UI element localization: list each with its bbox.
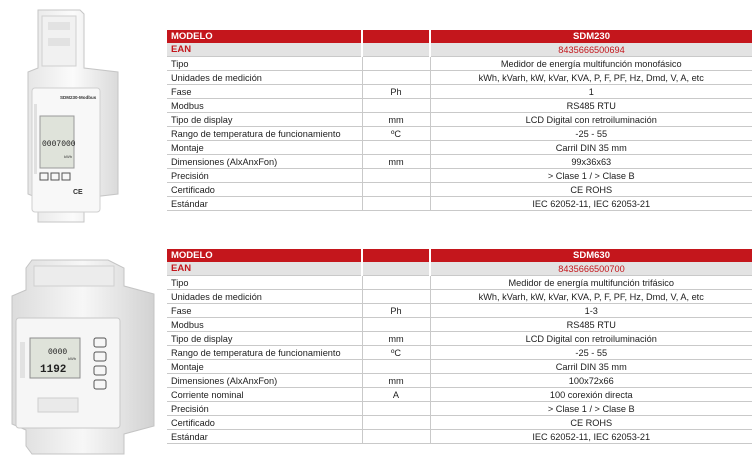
row-label: Corriente nominal [167,388,362,402]
row-label: Estándar [167,197,362,211]
meter-reading-bottom: 1192 [40,364,67,376]
row-unit: Ph [362,85,430,99]
sdm630-meter-image [8,258,158,458]
row-value: 100 corexión directa [430,388,752,402]
meter-brand-text: SDM230-Modbus [60,95,97,100]
ean-row [167,262,752,276]
row-value: IEC 62052-11, IEC 62053-21 [430,197,752,211]
row-label: Precisión [167,169,362,183]
row-value: IEC 62052-11, IEC 62053-21 [430,430,752,444]
table-row [167,127,752,141]
ean-value: 8435666500700 [430,262,752,276]
header-model-value: SDM230 [430,30,752,43]
spec-table-sdm630 [167,249,752,444]
header-model-label: MODELO [167,249,362,262]
row-unit [362,71,430,85]
row-value: > Clase 1 / > Clase B [430,169,752,183]
row-unit [362,402,430,416]
meter-label-plate [38,398,78,412]
row-unit: mm [362,113,430,127]
ean-label: EAN [167,43,362,57]
row-unit [362,57,430,71]
table-row [167,141,752,155]
header-unit-cell [362,249,430,262]
row-unit: mm [362,374,430,388]
meter-reading: 0007000 [42,140,76,149]
table-row [167,99,752,113]
table-row [167,85,752,99]
row-label: Tipo de display [167,332,362,346]
row-label: Modbus [167,99,362,113]
row-unit [362,141,430,155]
table-row [167,346,752,360]
table-row [167,402,752,416]
row-value: RS485 RTU [430,318,752,332]
row-unit: mm [362,332,430,346]
row-value: RS485 RTU [430,99,752,113]
header-unit-cell [362,30,430,43]
row-label: Montaje [167,141,362,155]
table-row [167,374,752,388]
row-value: LCD Digital con retroiluminación [430,113,752,127]
row-label: Tipo [167,276,362,290]
ce-mark: CE [73,189,83,196]
row-unit: mm [362,155,430,169]
table-row [167,113,752,127]
table-row [167,197,752,211]
row-label: Estándar [167,430,362,444]
table-row [167,71,752,85]
row-value: Carril DIN 35 mm [430,141,752,155]
table-header-row [167,249,752,262]
ean-label: EAN [167,262,362,276]
ean-unit-cell [362,43,430,57]
row-label: Rango de temperatura de funcionamiento [167,127,362,141]
row-label: Tipo de display [167,113,362,127]
ean-value: 8435666500694 [430,43,752,57]
row-unit [362,276,430,290]
row-value: -25 - 55 [430,127,752,141]
row-unit: Ph [362,304,430,318]
ean-unit-cell [362,262,430,276]
row-value: -25 - 55 [430,346,752,360]
row-unit [362,183,430,197]
table-row [167,332,752,346]
row-unit [362,416,430,430]
row-unit: A [362,388,430,402]
spec-table-sdm230 [167,30,752,211]
row-label: Unidades de medición [167,290,362,304]
sdm230-meter-image [24,8,122,228]
row-unit [362,290,430,304]
table-row [167,183,752,197]
row-label: Fase [167,85,362,99]
row-value: CE ROHS [430,416,752,430]
row-unit [362,430,430,444]
row-label: Rango de temperatura de funcionamiento [167,346,362,360]
ean-row [167,43,752,57]
side-label-strip [34,104,37,174]
table-row [167,169,752,183]
row-value: LCD Digital con retroiluminación [430,332,752,346]
row-label: Dimensiones (AlxAnxFon) [167,374,362,388]
table-row [167,360,752,374]
row-label: Fase [167,304,362,318]
product-block-sdm630 [0,238,752,471]
row-label: Tipo [167,57,362,71]
table-row [167,304,752,318]
meter-reading-unit: kWh [68,356,76,361]
row-value: 1-3 [430,304,752,318]
row-unit [362,318,430,332]
row-label: Certificado [167,183,362,197]
row-value: 99x36x63 [430,155,752,169]
row-label: Unidades de medición [167,71,362,85]
meter-reading-top: 0000 [48,348,68,357]
table-row [167,388,752,402]
row-value: kWh, kVarh, kW, kVar, KVA, P, F, PF, Hz, Dmd, V, A, etc [430,71,752,85]
row-unit [362,169,430,183]
row-label: Precisión [167,402,362,416]
row-value: kWh, kVarh, kW, kVar, KVA, P, F, PF, Hz, Dmd, V, A, etc [430,290,752,304]
row-unit [362,197,430,211]
meter-indicator-strip [20,342,25,378]
table-row [167,430,752,444]
row-unit: ºC [362,127,430,141]
row-value: CE ROHS [430,183,752,197]
row-value: Medidor de energía multifunción trifásico [430,276,752,290]
table-row [167,276,752,290]
row-value: > Clase 1 / > Clase B [430,402,752,416]
row-label: Dimensiones (AlxAnxFon) [167,155,362,169]
row-label: Modbus [167,318,362,332]
header-model-label: MODELO [167,30,362,43]
table-row [167,155,752,169]
table-row [167,318,752,332]
header-model-value: SDM630 [430,249,752,262]
row-unit [362,99,430,113]
row-value: 100x72x66 [430,374,752,388]
row-unit [362,360,430,374]
row-value: Carril DIN 35 mm [430,360,752,374]
row-label: Montaje [167,360,362,374]
table-row [167,57,752,71]
table-row [167,416,752,430]
row-unit: ºC [362,346,430,360]
row-value: Medidor de energía multifunción monofásico [430,57,752,71]
row-value: 1 [430,85,752,99]
row-label: Certificado [167,416,362,430]
product-block-sdm230 [0,0,752,232]
meter-unit: kWh [64,154,72,159]
table-header-row [167,30,752,43]
table-row [167,290,752,304]
